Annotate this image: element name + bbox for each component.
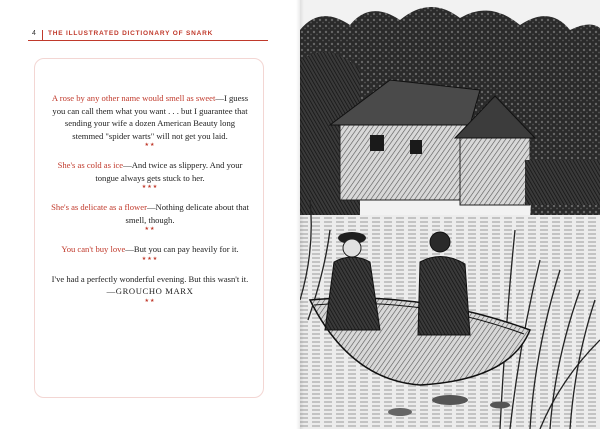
- illustration-page: [300, 0, 600, 429]
- star-divider-icon: ★★: [144, 227, 156, 232]
- entry-phrase: You can't buy love: [61, 244, 126, 254]
- star-divider-icon: ★★: [144, 298, 156, 304]
- quote-block: [50, 273, 250, 306]
- header-rule: [28, 40, 268, 41]
- entry-text: —But you can pay heavily for it.: [125, 244, 239, 254]
- entry: [50, 243, 250, 264]
- entries-list: [50, 92, 250, 315]
- star-divider-icon: ★★★: [141, 256, 159, 262]
- quote-text: I've had a perfectly wonderful evening. But this wasn't it.: [51, 273, 249, 284]
- entry-phrase: She's as cold as ice: [57, 160, 124, 170]
- entry-text: —Nothing delicate about that smell, though.: [125, 202, 249, 225]
- header-divider-tick: [42, 30, 43, 40]
- book-gutter: [296, 0, 304, 429]
- running-head: THE ILLUSTRATED DICTIONARY OF SNARK: [48, 30, 214, 37]
- entry-phrase: She's as delicate as a flower: [51, 202, 147, 212]
- quote-attribution: —GROUCHO MARX: [106, 286, 194, 296]
- page-header: [28, 30, 268, 42]
- engraving-couple-in-rowboat-icon: [300, 0, 600, 429]
- star-divider-icon: ★★★: [141, 185, 159, 190]
- entry: [50, 159, 250, 192]
- entry-text: —I guess you can call them what you want . . . but I guarantee that sending your wife a dozen American Beauty long stemmed "spider warts" will not get you laid.: [52, 93, 249, 141]
- entry-phrase: A rose by any other name would smell as sweet: [51, 93, 216, 103]
- entry-text: —And twice as slippery. And your tongue always gets stuck to her.: [95, 160, 243, 183]
- entry: [50, 201, 250, 234]
- star-divider-icon: ★★: [144, 143, 156, 148]
- page-number: 4: [32, 30, 37, 37]
- entry: [50, 92, 250, 150]
